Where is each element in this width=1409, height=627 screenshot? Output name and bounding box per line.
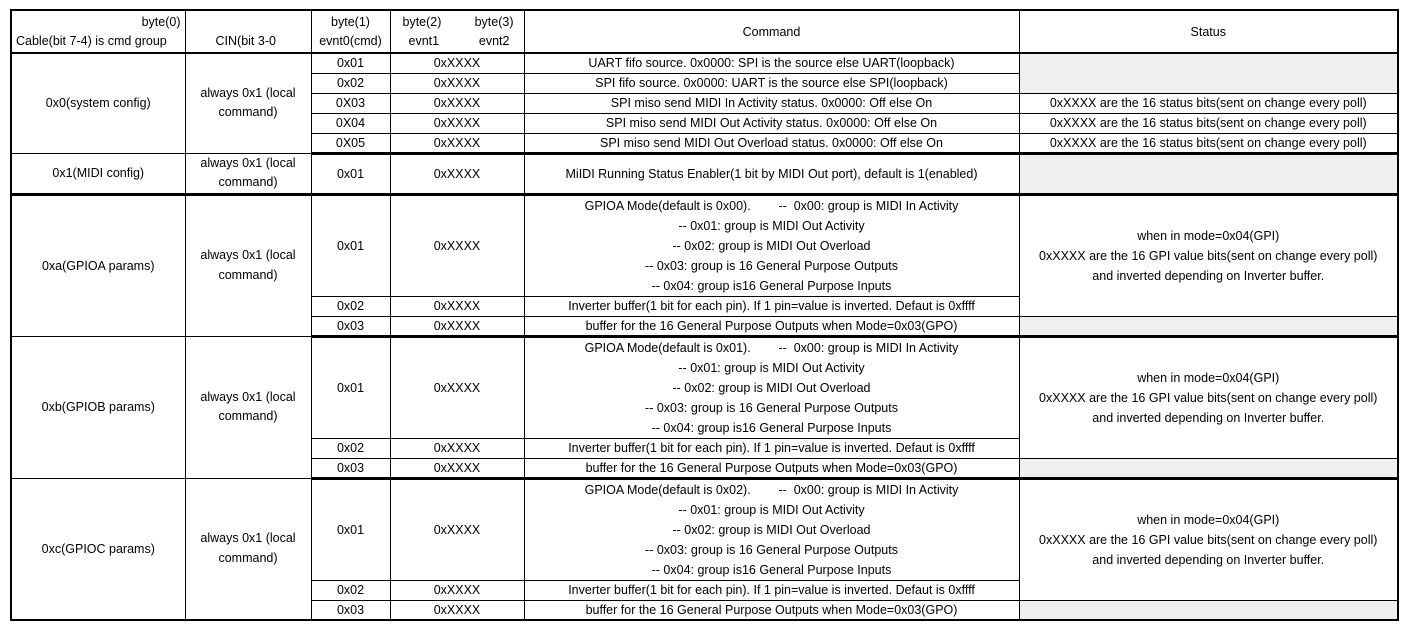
gpi-status-line: and inverted depending on Inverter buffer. — [1092, 268, 1325, 283]
header-byte0-label: byte(0) — [141, 15, 181, 29]
mode-line: -- 0x02: group is MIDI Out Overload — [672, 522, 871, 537]
group-gpiob-params: 0xb(GPIOB params) — [11, 336, 185, 478]
gpio-mode-description — [524, 478, 1019, 580]
gpi-status — [1019, 194, 1398, 316]
value-cell: 0xXXXX — [390, 316, 524, 336]
cmd-code: 0x01 — [311, 336, 390, 438]
group-gpioc-params: 0xc(GPIOC params) — [11, 478, 185, 620]
value-cell: 0xXXXX — [390, 73, 524, 93]
command-text: buffer for the 16 General Purpose Outputs when Mode=0x03(GPO) — [524, 458, 1019, 478]
mode-line: GPIOA Mode(default is 0x02). -- 0x00: group is MIDI In Activity — [584, 482, 959, 497]
cmd-code: 0x01 — [311, 478, 390, 580]
status-empty — [1019, 458, 1398, 478]
gpi-status-line: 0xXXXX are the 16 GPI value bits(sent on change every poll) — [1039, 390, 1378, 405]
cin-cell: always 0x1 (local command) — [185, 194, 311, 336]
cmd-code: 0x02 — [311, 580, 390, 600]
cmd-code: 0X05 — [311, 133, 390, 153]
status-text: 0xXXXX are the 16 status bits(sent on change every poll) — [1019, 93, 1398, 113]
status-text: 0xXXXX are the 16 status bits(sent on change every poll) — [1019, 133, 1398, 153]
value-cell: 0xXXXX — [390, 53, 524, 73]
command-text: UART fifo source. 0x0000: SPI is the source else UART(loopback) — [524, 53, 1019, 73]
table-row — [11, 336, 1398, 438]
mode-line: -- 0x02: group is MIDI Out Overload — [672, 238, 871, 253]
status-empty — [1019, 600, 1398, 620]
gpi-status-line: 0xXXXX are the 16 GPI value bits(sent on change every poll) — [1039, 248, 1378, 263]
group-gpioa-params: 0xa(GPIOA params) — [11, 194, 185, 336]
cmd-code: 0x03 — [311, 458, 390, 478]
cmd-code: 0x02 — [311, 438, 390, 458]
command-text: Inverter buffer(1 bit for each pin). If 1 pin=value is inverted. Defaut is 0xffff — [524, 580, 1019, 600]
header-byte3-label: byte(3) — [474, 15, 514, 29]
command-text: MiIDI Running Status Enabler(1 bit by MIDI Out port), default is 1(enabled) — [524, 153, 1019, 194]
gpi-status — [1019, 336, 1398, 458]
header-status: Status — [1019, 10, 1398, 53]
command-table — [10, 9, 1399, 621]
mode-line: -- 0x04: group is16 General Purpose Inputs — [651, 562, 892, 577]
gpi-status-line: when in mode=0x04(GPI) — [1137, 512, 1280, 527]
group-midi-config: 0x1(MIDI config) — [11, 153, 185, 194]
command-text: SPI miso send MIDI Out Overload status. 0x0000: Off else On — [524, 133, 1019, 153]
mode-line: -- 0x01: group is MIDI Out Activity — [678, 502, 865, 517]
command-text: SPI fifo source. 0x0000: UART is the source else SPI(loopback) — [524, 73, 1019, 93]
value-cell: 0xXXXX — [390, 296, 524, 316]
mode-line: -- 0x04: group is16 General Purpose Inputs — [651, 278, 892, 293]
cmd-code: 0x01 — [311, 194, 390, 296]
gpi-status-line: when in mode=0x04(GPI) — [1137, 370, 1280, 385]
cin-cell: always 0x1 (local command) — [185, 53, 311, 153]
value-cell: 0xXXXX — [390, 478, 524, 580]
header-cin-label: CIN(bit 3-0 — [215, 34, 276, 48]
value-cell: 0xXXXX — [390, 580, 524, 600]
command-table-container — [10, 9, 1399, 621]
status-empty — [1019, 53, 1398, 93]
mode-line: -- 0x02: group is MIDI Out Overload — [672, 380, 871, 395]
value-cell: 0xXXXX — [390, 133, 524, 153]
header-command: Command — [524, 10, 1019, 53]
table-row — [11, 478, 1398, 580]
group-system-config: 0x0(system config) — [11, 53, 185, 153]
gpio-mode-description — [524, 194, 1019, 296]
mode-line: -- 0x03: group is 16 General Purpose Outputs — [645, 258, 898, 273]
cmd-code: 0x02 — [311, 296, 390, 316]
cin-cell: always 0x1 (local command) — [185, 478, 311, 620]
gpio-mode-description — [524, 336, 1019, 438]
header-evnt1-label: evnt1 — [408, 34, 440, 48]
mode-line: GPIOA Mode(default is 0x01). -- 0x00: group is MIDI In Activity — [584, 340, 959, 355]
gpi-status-line: and inverted depending on Inverter buffer. — [1092, 552, 1325, 567]
value-cell: 0xXXXX — [390, 600, 524, 620]
value-cell: 0xXXXX — [390, 438, 524, 458]
cmd-code: 0X04 — [311, 113, 390, 133]
cmd-code: 0x03 — [311, 316, 390, 336]
header-byte1 — [311, 10, 390, 53]
status-text: 0xXXXX are the 16 status bits(sent on change every poll) — [1019, 113, 1398, 133]
header-cable-label: Cable(bit 7-4) is cmd group — [16, 34, 167, 48]
table-row — [11, 153, 1398, 194]
header-byte2-byte3 — [390, 10, 524, 53]
table-row — [11, 194, 1398, 296]
cmd-code: 0x02 — [311, 73, 390, 93]
command-text: buffer for the 16 General Purpose Outputs when Mode=0x03(GPO) — [524, 600, 1019, 620]
header-byte1-label: byte(1) — [331, 15, 370, 29]
mode-line: -- 0x01: group is MIDI Out Activity — [678, 218, 865, 233]
value-cell: 0xXXXX — [390, 336, 524, 438]
header-byte2-label: byte(2) — [402, 15, 442, 29]
value-cell: 0xXXXX — [390, 93, 524, 113]
value-cell: 0xXXXX — [390, 458, 524, 478]
header-cin — [185, 10, 311, 53]
gpi-status-line: and inverted depending on Inverter buffer. — [1092, 410, 1325, 425]
command-text: Inverter buffer(1 bit for each pin). If 1 pin=value is inverted. Defaut is 0xffff — [524, 296, 1019, 316]
command-text: buffer for the 16 General Purpose Outputs when Mode=0x03(GPO) — [524, 316, 1019, 336]
value-cell: 0xXXXX — [390, 153, 524, 194]
header-evnt0-label: evnt0(cmd) — [319, 34, 382, 48]
table-row — [11, 53, 1398, 73]
mode-line: -- 0x03: group is 16 General Purpose Outputs — [645, 542, 898, 557]
cin-cell: always 0x1 (local command) — [185, 153, 311, 194]
value-cell: 0xXXXX — [390, 194, 524, 296]
mode-line: GPIOA Mode(default is 0x00). -- 0x00: group is MIDI In Activity — [584, 198, 959, 213]
cmd-code: 0x01 — [311, 53, 390, 73]
gpi-status-line: 0xXXXX are the 16 GPI value bits(sent on change every poll) — [1039, 532, 1378, 547]
value-cell: 0xXXXX — [390, 113, 524, 133]
cmd-code: 0x03 — [311, 600, 390, 620]
command-text: SPI miso send MIDI In Activity status. 0x0000: Off else On — [524, 93, 1019, 113]
status-empty — [1019, 153, 1398, 194]
mode-line: -- 0x03: group is 16 General Purpose Outputs — [645, 400, 898, 415]
mode-line: -- 0x04: group is16 General Purpose Inputs — [651, 420, 892, 435]
mode-line: -- 0x01: group is MIDI Out Activity — [678, 360, 865, 375]
status-empty — [1019, 316, 1398, 336]
header-evnt2-label: evnt2 — [478, 34, 510, 48]
gpi-status-line: when in mode=0x04(GPI) — [1137, 228, 1280, 243]
gpi-status — [1019, 478, 1398, 600]
cin-cell: always 0x1 (local command) — [185, 336, 311, 478]
command-text: SPI miso send MIDI Out Activity status. 0x0000: Off else On — [524, 113, 1019, 133]
cmd-code: 0X03 — [311, 93, 390, 113]
header-byte0 — [11, 10, 185, 53]
cmd-code: 0x01 — [311, 153, 390, 194]
command-text: Inverter buffer(1 bit for each pin). If 1 pin=value is inverted. Defaut is 0xffff — [524, 438, 1019, 458]
header-row — [11, 10, 1398, 53]
